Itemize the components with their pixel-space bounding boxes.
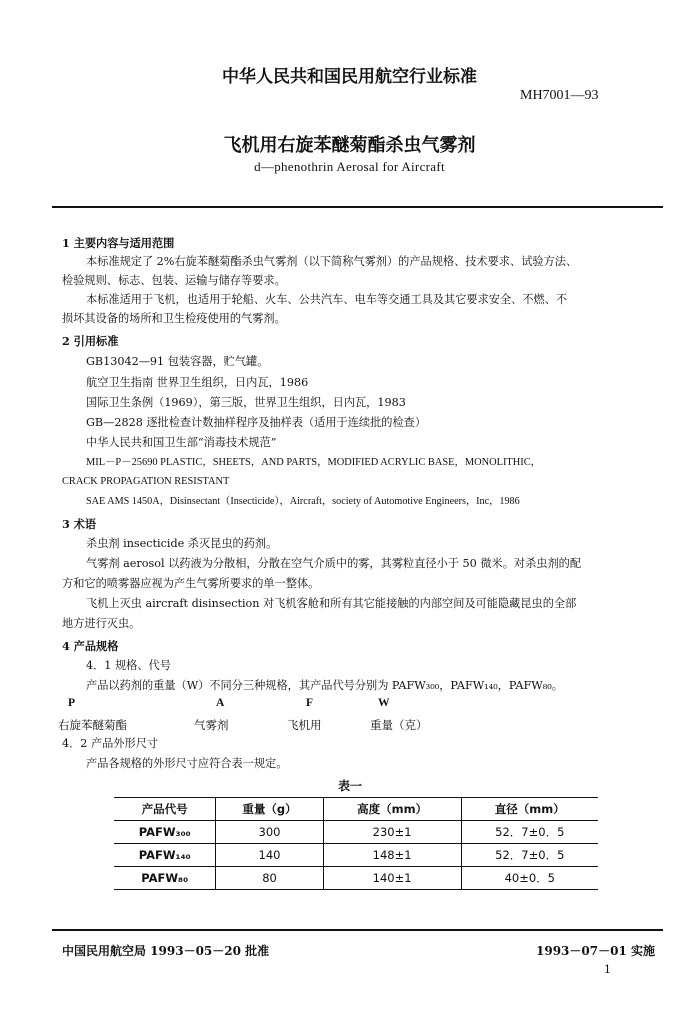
page-number: 1 (604, 963, 611, 976)
paragraph-line: 损坏其设备的场所和卫生检疫使用的气雾剂。 (62, 312, 286, 325)
paragraph-line: 产品以药剂的重量（W）不同分三种规格，其产品代号分别为 PAFW₃₀₀，PAFW₁₄₀，PAFW₈₀。 (86, 679, 563, 692)
section-4-heading: 4 产品规格 (62, 639, 119, 653)
table-cell: PAFW₁₄₀ (114, 844, 216, 867)
section-4-2-heading: 4．2 产品外形尺寸 (62, 737, 159, 750)
reference-item: SAE AMS 1450A，Disinsectant（Insecticide），Aircraft，society of Automotive Engineers，Inc，1986 (86, 496, 520, 507)
term-definition: 杀虫剂 insecticide 杀灭昆虫的药剂。 (86, 537, 278, 550)
document-title: 飞机用右旋苯醚菊酯杀虫气雾剂 (223, 135, 476, 156)
table-row (114, 821, 598, 844)
paragraph-line: 产品各规格的外形尺寸应符合表一规定。 (86, 757, 288, 770)
paragraph-line: 检验规则、标志、包装、运输与储存等要求。 (62, 274, 286, 287)
column-header: 重量（g） (216, 798, 323, 821)
table-cell: PAFW₃₀₀ (114, 821, 216, 844)
term-definition: 气雾剂 aerosol 以药液为分散相，分散在空气介质中的雾，其雾粒直径小于 50 微米。对杀虫剂的配 (86, 557, 582, 570)
approval-date: 中国民用航空局 1993－05－20 批准 (62, 944, 270, 958)
table-cell: 140 (216, 844, 323, 867)
code-meaning-w: 重量（克） (370, 718, 428, 732)
table-cell: 52．7±0．5 (461, 821, 598, 844)
section-2-heading: 2 引用标准 (62, 334, 119, 348)
code-meaning-a: 气雾剂 (194, 718, 229, 732)
table-cell: 300 (216, 821, 323, 844)
code-letter-w: W (378, 697, 390, 709)
reference-item: CRACK PROPAGATION RESISTANT (62, 476, 230, 487)
table-cell: 80 (216, 867, 323, 890)
reference-item: 航空卫生指南 世界卫生组织，日内瓦，1986 (86, 376, 309, 389)
code-letter-f: F (306, 697, 314, 709)
code-letter-p: P (68, 697, 76, 709)
effective-date: 1993－07－01 实施 (536, 944, 655, 958)
column-header: 产品代号 (114, 798, 216, 821)
standard-code: MH7001—93 (520, 88, 599, 103)
org-title: 中华人民共和国民用航空行业标准 (222, 67, 477, 87)
paragraph-line: 本标准规定了 2%右旋苯醚菊酯杀虫气雾剂（以下简称气雾剂）的产品规格、技术要求、试验方法、 (86, 255, 578, 268)
reference-item: 中华人民共和国卫生部“消毒技术规范” (86, 436, 277, 449)
table-row (114, 867, 598, 890)
table-cell: 148±1 (323, 844, 461, 867)
footer-divider (52, 929, 663, 931)
header-divider (52, 206, 663, 208)
table-header-row (114, 798, 598, 821)
table-cell: 230±1 (323, 821, 461, 844)
spec-table (114, 797, 598, 890)
document-title-english: d—phenothrin Aerosal for Aircraft (254, 159, 445, 174)
table-cell: 40±0．5 (461, 867, 598, 890)
term-definition: 飞机上灭虫 aircraft disinsection 对飞机客舱和所有其它能接触的内部空间及可能隐藏昆虫的全部 (86, 597, 577, 610)
code-meaning-f: 飞机用 (287, 718, 322, 732)
code-letter-a: A (216, 697, 225, 709)
table-cell: 140±1 (323, 867, 461, 890)
section-4-1-heading: 4．1 规格、代号 (86, 659, 171, 672)
reference-item: GB13042—91 包装容器，贮气罐。 (86, 355, 269, 368)
reference-item: MIL－P－25690 PLASTIC，SHEETS，AND PARTS，MODIFIED ACRYLIC BASE，MONOLITHIC， (86, 457, 542, 468)
reference-item: GB—2828 逐批检查计数抽样程序及抽样表（适用于连续批的检查） (86, 416, 427, 429)
section-3-heading: 3 术语 (62, 517, 97, 531)
column-header: 高度（mm） (323, 798, 461, 821)
section-1-heading: 1 主要内容与适用范围 (62, 236, 175, 250)
table-caption: 表一 (338, 779, 363, 793)
column-header: 直径（mm） (461, 798, 598, 821)
table-row (114, 844, 598, 867)
table-cell: 52．7±0．5 (461, 844, 598, 867)
table-cell: PAFW₈₀ (114, 867, 216, 890)
paragraph-line: 本标准适用于飞机，也适用于轮船、火车、公共汽车、电车等交通工具及其它要求安全、不燃、不 (86, 293, 568, 306)
term-definition: 地方进行灭虫。 (62, 617, 141, 630)
term-definition: 方和它的喷雾器应视为产生气雾所要求的单一整体。 (62, 577, 320, 590)
code-meaning-p: 右旋苯醚菊酯 (58, 718, 127, 732)
reference-item: 国际卫生条例（1969），第三版，世界卫生组织，日内瓦，1983 (86, 396, 406, 409)
